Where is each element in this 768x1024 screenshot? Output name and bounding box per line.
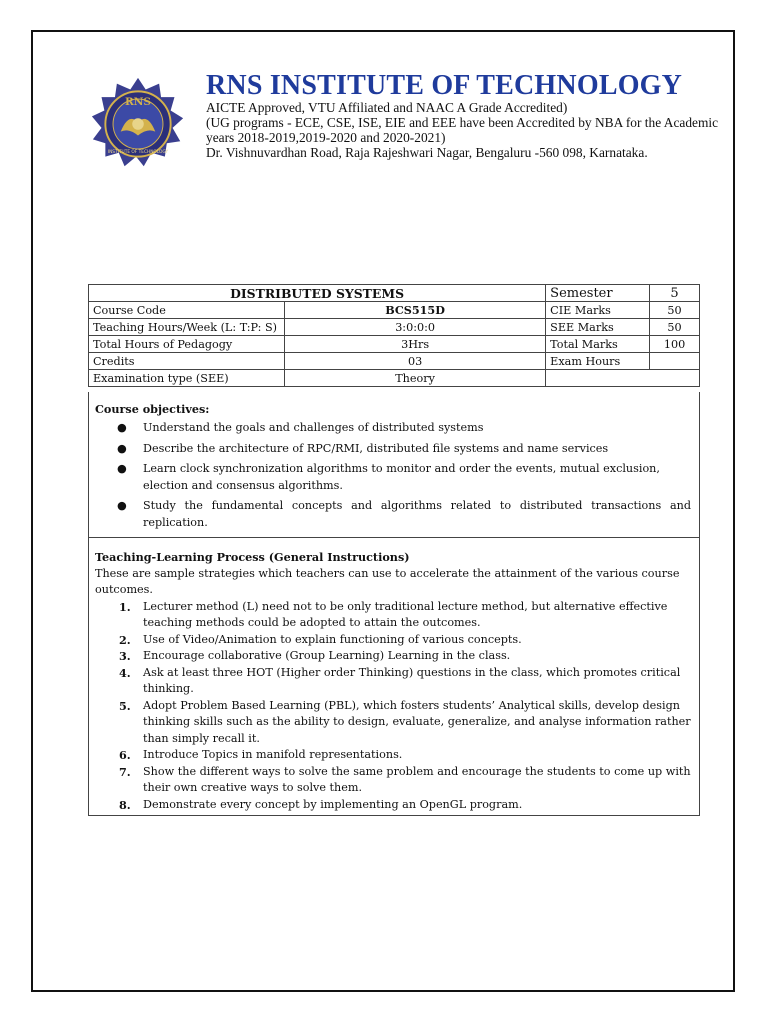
list-item (95, 648, 691, 665)
list-item (95, 599, 691, 632)
nba-years-line: years 2018-2019,2019-2020 and 2020-2021) (206, 130, 446, 145)
row-right-value (650, 353, 700, 370)
objective-text: Learn clock synchronization algorithms to monitor and order the events, mutual exclusion, election and consensus algorithms. (143, 462, 660, 492)
row-right-label: SEE Marks (546, 319, 650, 336)
bullet-icon: ● (117, 462, 127, 475)
list-item (95, 461, 691, 494)
item-text: Ask at least three HOT (Higher order Thinking) questions in the class, which promotes critical thinking. (143, 665, 681, 695)
objectives-list (95, 420, 691, 535)
row-value: 3Hrs (284, 336, 545, 353)
svg-text:RNS: RNS (124, 95, 152, 108)
table-row (89, 336, 700, 353)
item-text: Lecturer method (L) need not to be only traditional lecture method, but alternative effective teaching methods could be adopted to attain the outcomes. (143, 599, 668, 629)
institute-logo (90, 76, 186, 172)
empty-cell (650, 370, 700, 387)
list-item (95, 698, 691, 748)
row-right-label: Total Marks (546, 336, 650, 353)
svg-text:INSTITUTE OF TECHNOLOGY: INSTITUTE OF TECHNOLOGY (107, 149, 169, 155)
table-row (89, 319, 700, 336)
list-item (95, 632, 691, 649)
item-text: Demonstrate every concept by implementing an OpenGL program. (143, 797, 523, 811)
nba-line: (UG programs - ECE, CSE, ISE, EIE and EEE have been Accredited by NBA for the Academic (206, 115, 719, 130)
teaching-list (95, 599, 691, 814)
row-label: Course Code (89, 302, 285, 319)
semester-label: Semester (546, 285, 650, 302)
list-item (95, 420, 691, 437)
item-text: Adopt Problem Based Learning (PBL), which fosters students’ Analytical skills, develop design thinking skills such as the ability to design, evaluate, generalize, and analyse information rather than simply recall it. (143, 698, 691, 745)
teaching-intro: These are sample strategies which teachers can use to accelerate the attainment of the various course outcomes. (95, 566, 680, 596)
course-details-box (88, 392, 700, 816)
teaching-heading: Teaching-Learning Process (General Instructions) (95, 550, 410, 564)
institute-title: RNS INSTITUTE OF TECHNOLOGY (206, 70, 683, 101)
item-number: 8. (119, 797, 131, 812)
item-text: Introduce Topics in manifold representations. (143, 748, 403, 761)
row-value: 03 (284, 353, 545, 370)
objective-text: Describe the architecture of RPC/RMI, distributed file systems and name services (143, 441, 609, 455)
course-code: BCS515D (284, 302, 545, 319)
objectives-heading: Course objectives: (95, 402, 210, 416)
list-item (95, 747, 691, 764)
bullet-icon: ● (117, 441, 127, 455)
item-text: Show the different ways to solve the same problem and encourage the students to come up with their own creative ways to solve them. (143, 764, 691, 794)
row-label: Teaching Hours/Week (L: T:P: S) (89, 319, 285, 336)
row-label: Credits (89, 353, 285, 370)
row-label: Examination type (SEE) (89, 370, 285, 387)
accreditation-line: AICTE Approved, VTU Affiliated and NAAC A Grade Accredited) (206, 100, 568, 115)
list-item (95, 498, 691, 531)
bullet-icon: ● (117, 499, 127, 512)
objectives-section (89, 392, 699, 538)
list-item (95, 665, 691, 698)
row-right-label: CIE Marks (546, 302, 650, 319)
item-number: 4. (119, 665, 131, 680)
table-row (89, 370, 700, 387)
row-right-value: 50 (650, 302, 700, 319)
course-info-table (88, 284, 700, 387)
item-number: 6. (119, 748, 131, 762)
address-line: Dr. Vishnuvardhan Road, Raja Rajeshwari Nagar, Bengaluru -560 098, Karnataka. (206, 145, 648, 160)
table-row (89, 353, 700, 370)
empty-cell (546, 370, 650, 387)
item-number: 5. (119, 698, 131, 713)
semester-value: 5 (650, 285, 700, 302)
row-right-value: 100 (650, 336, 700, 353)
row-right-label: Exam Hours (546, 353, 650, 370)
table-row (89, 285, 700, 302)
objective-text: Study the fundamental concepts and algorithms related to distributed transactions and replication. (143, 499, 691, 529)
bullet-icon: ● (117, 421, 127, 434)
item-text: Use of Video/Animation to explain functioning of various concepts. (143, 632, 522, 646)
list-item (95, 764, 691, 797)
list-item (95, 797, 691, 814)
row-label: Total Hours of Pedagogy (89, 336, 285, 353)
objective-text: Understand the goals and challenges of distributed systems (143, 421, 484, 434)
course-title: DISTRIBUTED SYSTEMS (89, 285, 546, 302)
row-right-value: 50 (650, 319, 700, 336)
item-number: 2. (119, 632, 131, 647)
item-text: Encourage collaborative (Group Learning) Learning in the class. (143, 649, 511, 662)
row-value: Theory (284, 370, 545, 387)
item-number: 7. (119, 764, 131, 779)
list-item (95, 441, 691, 458)
row-value: 3:0:0:0 (284, 319, 545, 336)
item-number: 3. (119, 649, 131, 663)
teaching-learning-section (95, 549, 691, 813)
table-row (89, 302, 700, 319)
item-number: 1. (119, 599, 131, 614)
